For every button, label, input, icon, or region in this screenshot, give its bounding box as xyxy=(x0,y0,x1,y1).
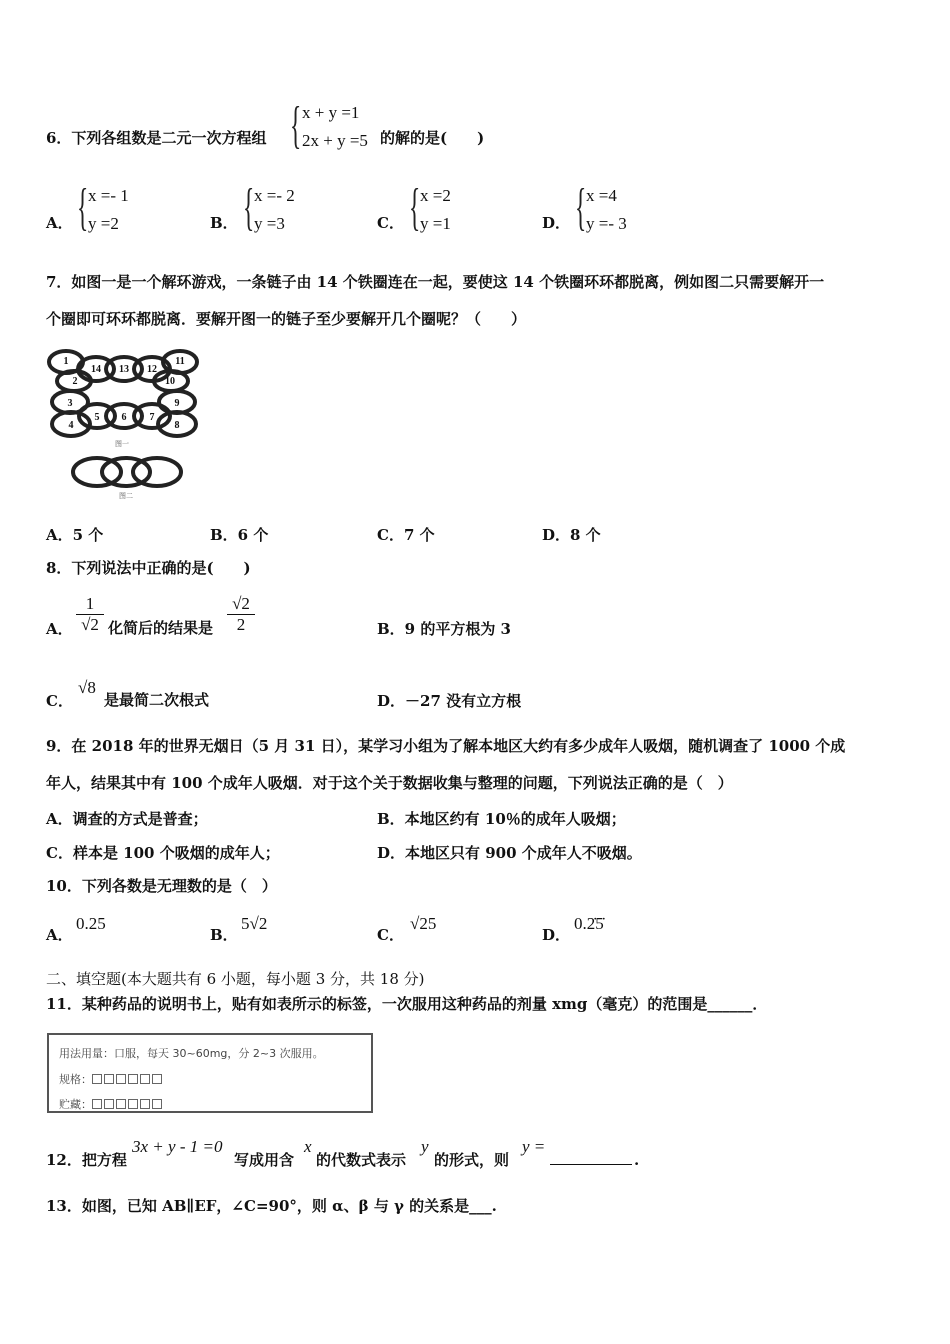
q6-system-line2: 2x + y =5 xyxy=(302,131,368,150)
q6-option-c-label[interactable]: C． xyxy=(377,214,404,232)
q7-option-a[interactable]: A．5 个 xyxy=(46,526,104,544)
q6-option-d-line1: x =4 xyxy=(586,186,617,205)
q6-option-d-label[interactable]: D． xyxy=(542,214,571,232)
q8-option-c-text: 是最简二次根式 xyxy=(104,691,210,709)
q7-ring-figure xyxy=(44,347,210,502)
q12-var-x: x xyxy=(304,1137,312,1156)
q12-equation: 3x + y - 1 =0 xyxy=(132,1137,223,1156)
q12-mid3: 的形式，则 xyxy=(434,1151,510,1169)
q12-mid1: 写成用含 xyxy=(234,1151,295,1169)
ring-label-14: 14 xyxy=(91,364,101,375)
q9-option-d[interactable]: D．本地区只有 900 个成年人不吸烟。 xyxy=(377,844,642,862)
q8-option-a-result xyxy=(227,594,255,635)
q8-option-b[interactable]: B．9 的平方根为 3 xyxy=(377,620,511,638)
q6-system-line1: x + y =1 xyxy=(302,103,360,122)
q6-stem-prefix: 6．下列各组数是二元一次方程组 xyxy=(46,129,267,147)
q9-line2: 年人，结果其中有 100 个成年人吸烟．对于这个关于数据收集与整理的问题，下列说法正确的是（ ） xyxy=(46,774,733,792)
q10-option-d-math: 0.2̇5̇ xyxy=(574,914,604,933)
q10-stem: 10．下列各数是无理数的是（ ） xyxy=(46,877,277,895)
ring-label-10: 10 xyxy=(165,376,175,387)
q6-option-d-brace: { xyxy=(575,179,587,236)
q6-option-a-line1: x =- 1 xyxy=(88,186,129,205)
q6-option-a-brace: { xyxy=(77,179,89,236)
q8-option-a-fraction xyxy=(76,594,104,635)
q6-option-b-line1: x =- 2 xyxy=(254,186,295,205)
q6-stem-suffix: 的解的是( ) xyxy=(380,129,485,147)
q13-stem: 13．如图，已知 AB∥EF，∠C=90°，则 α、β 与 γ 的关系是___. xyxy=(46,1197,497,1215)
q12-mid2: 的代数式表示 xyxy=(316,1151,407,1169)
ring-label-9: 9 xyxy=(174,398,180,409)
q11-label-line3-row xyxy=(59,1096,164,1112)
q9-line1: 9．在 2018 年的世界无烟日（5 月 31 日），某学习小组为了解本地区大约有多少成年人吸烟，随机调查了 1000 个成 xyxy=(46,737,846,755)
figure1-caption: 图一 xyxy=(115,440,129,448)
q8-option-d[interactable]: D．－27 没有立方根 xyxy=(377,692,522,710)
q12-answer-blank[interactable] xyxy=(550,1148,632,1165)
q8-option-a-text: 化简后的结果是 xyxy=(108,619,214,637)
q6-option-b-brace: { xyxy=(243,179,255,236)
q6-system-brace: { xyxy=(290,97,302,154)
q7-option-b[interactable]: B．6 个 xyxy=(210,526,269,544)
q10-option-c-label[interactable]: C． xyxy=(377,926,404,944)
q7-option-c[interactable]: C．7 个 xyxy=(377,526,435,544)
q8-stem: 8．下列说法中正确的是( ) xyxy=(46,559,251,577)
q10-option-a-label[interactable]: A． xyxy=(46,926,73,944)
q8-option-a-result-denominator: 2 xyxy=(227,614,255,635)
q10-option-a-math: 0.25 xyxy=(76,914,106,933)
q11-stem: 11．某种药品的说明书上，贴有如表所示的标签，一次服用这种药品的剂量 xmg（毫克）的范围是______． xyxy=(46,995,768,1013)
q11-label-line2-row xyxy=(59,1071,164,1087)
q7-line2: 个圈即可环环都脱离．要解开图一的链子至少要解开几个圈呢？（ ） xyxy=(46,310,527,328)
q6-option-a-line2: y =2 xyxy=(88,214,119,233)
q6-option-b-line2: y =3 xyxy=(254,214,285,233)
ring-label-6: 6 xyxy=(121,412,127,423)
q11-label-line1: 用法用量：口服，每天 30~60mg，分 2~3 次服用。 xyxy=(59,1047,324,1060)
q10-option-b-math: 5√2 xyxy=(241,914,268,933)
ring-label-5: 5 xyxy=(94,412,100,423)
fig2-ring-right xyxy=(133,458,181,486)
q6-option-c-brace: { xyxy=(409,179,421,236)
q8-option-a-denominator: √2 xyxy=(76,614,104,635)
q8-option-c-label[interactable]: C． xyxy=(46,692,73,710)
q9-option-a[interactable]: A．调查的方式是普查； xyxy=(46,810,208,828)
q8-option-c-math: √8 xyxy=(78,678,96,697)
ring-label-13: 13 xyxy=(119,364,129,375)
fig2-ring-left xyxy=(73,458,121,486)
q8-option-a-label[interactable]: A． xyxy=(46,620,73,638)
q12-end: . xyxy=(634,1151,640,1169)
q7-line1: 7．如图一是一个解环游戏，一条链子由 14 个铁圈连在一起，要使这 14 个铁圈环环都脱离，例如图二只需要解开一 xyxy=(46,273,825,291)
q11-label-line3: 贮藏： xyxy=(59,1098,92,1111)
q10-option-c-math: √25 xyxy=(410,914,437,933)
q10-option-d-label[interactable]: D． xyxy=(542,926,571,944)
ring-label-12: 12 xyxy=(147,364,157,375)
q9-option-b[interactable]: B．本地区约有 10％的成年人吸烟； xyxy=(377,810,626,828)
figure2-caption: 图二 xyxy=(119,492,133,500)
q6-option-a-label[interactable]: A． xyxy=(46,214,73,232)
q8-option-a-numerator: 1 xyxy=(85,594,95,613)
q12-prefix: 12．把方程 xyxy=(46,1151,127,1169)
q6-option-c-line1: x =2 xyxy=(420,186,451,205)
q8-option-a-result-numerator: √2 xyxy=(232,594,250,613)
q11-medicine-label xyxy=(47,1033,373,1113)
ring-label-11: 11 xyxy=(175,356,185,367)
ring-label-4: 4 xyxy=(68,420,74,431)
q6-option-d-line2: y =- 3 xyxy=(586,214,627,233)
q12-var-y: y xyxy=(421,1137,429,1156)
section-2-heading: 二、填空题(本大题共有 6 小题，每小题 3 分，共 18 分) xyxy=(46,970,425,988)
ring-label-3: 3 xyxy=(67,398,73,409)
ring-label-7: 7 xyxy=(149,412,155,423)
q9-option-c[interactable]: C．样本是 100 个吸烟的成年人； xyxy=(46,844,280,862)
q6-option-c-line2: y =1 xyxy=(420,214,451,233)
q12-lhs: y = xyxy=(522,1137,546,1156)
q10-option-b-label[interactable]: B． xyxy=(210,926,238,944)
q6-option-b-label[interactable]: B． xyxy=(210,214,238,232)
ring-label-2: 2 xyxy=(72,376,78,387)
q11-label-line2: 规格： xyxy=(59,1073,92,1086)
ring-label-1: 1 xyxy=(63,356,69,367)
q7-option-d[interactable]: D．8 个 xyxy=(542,526,601,544)
ring-label-8: 8 xyxy=(174,420,180,431)
